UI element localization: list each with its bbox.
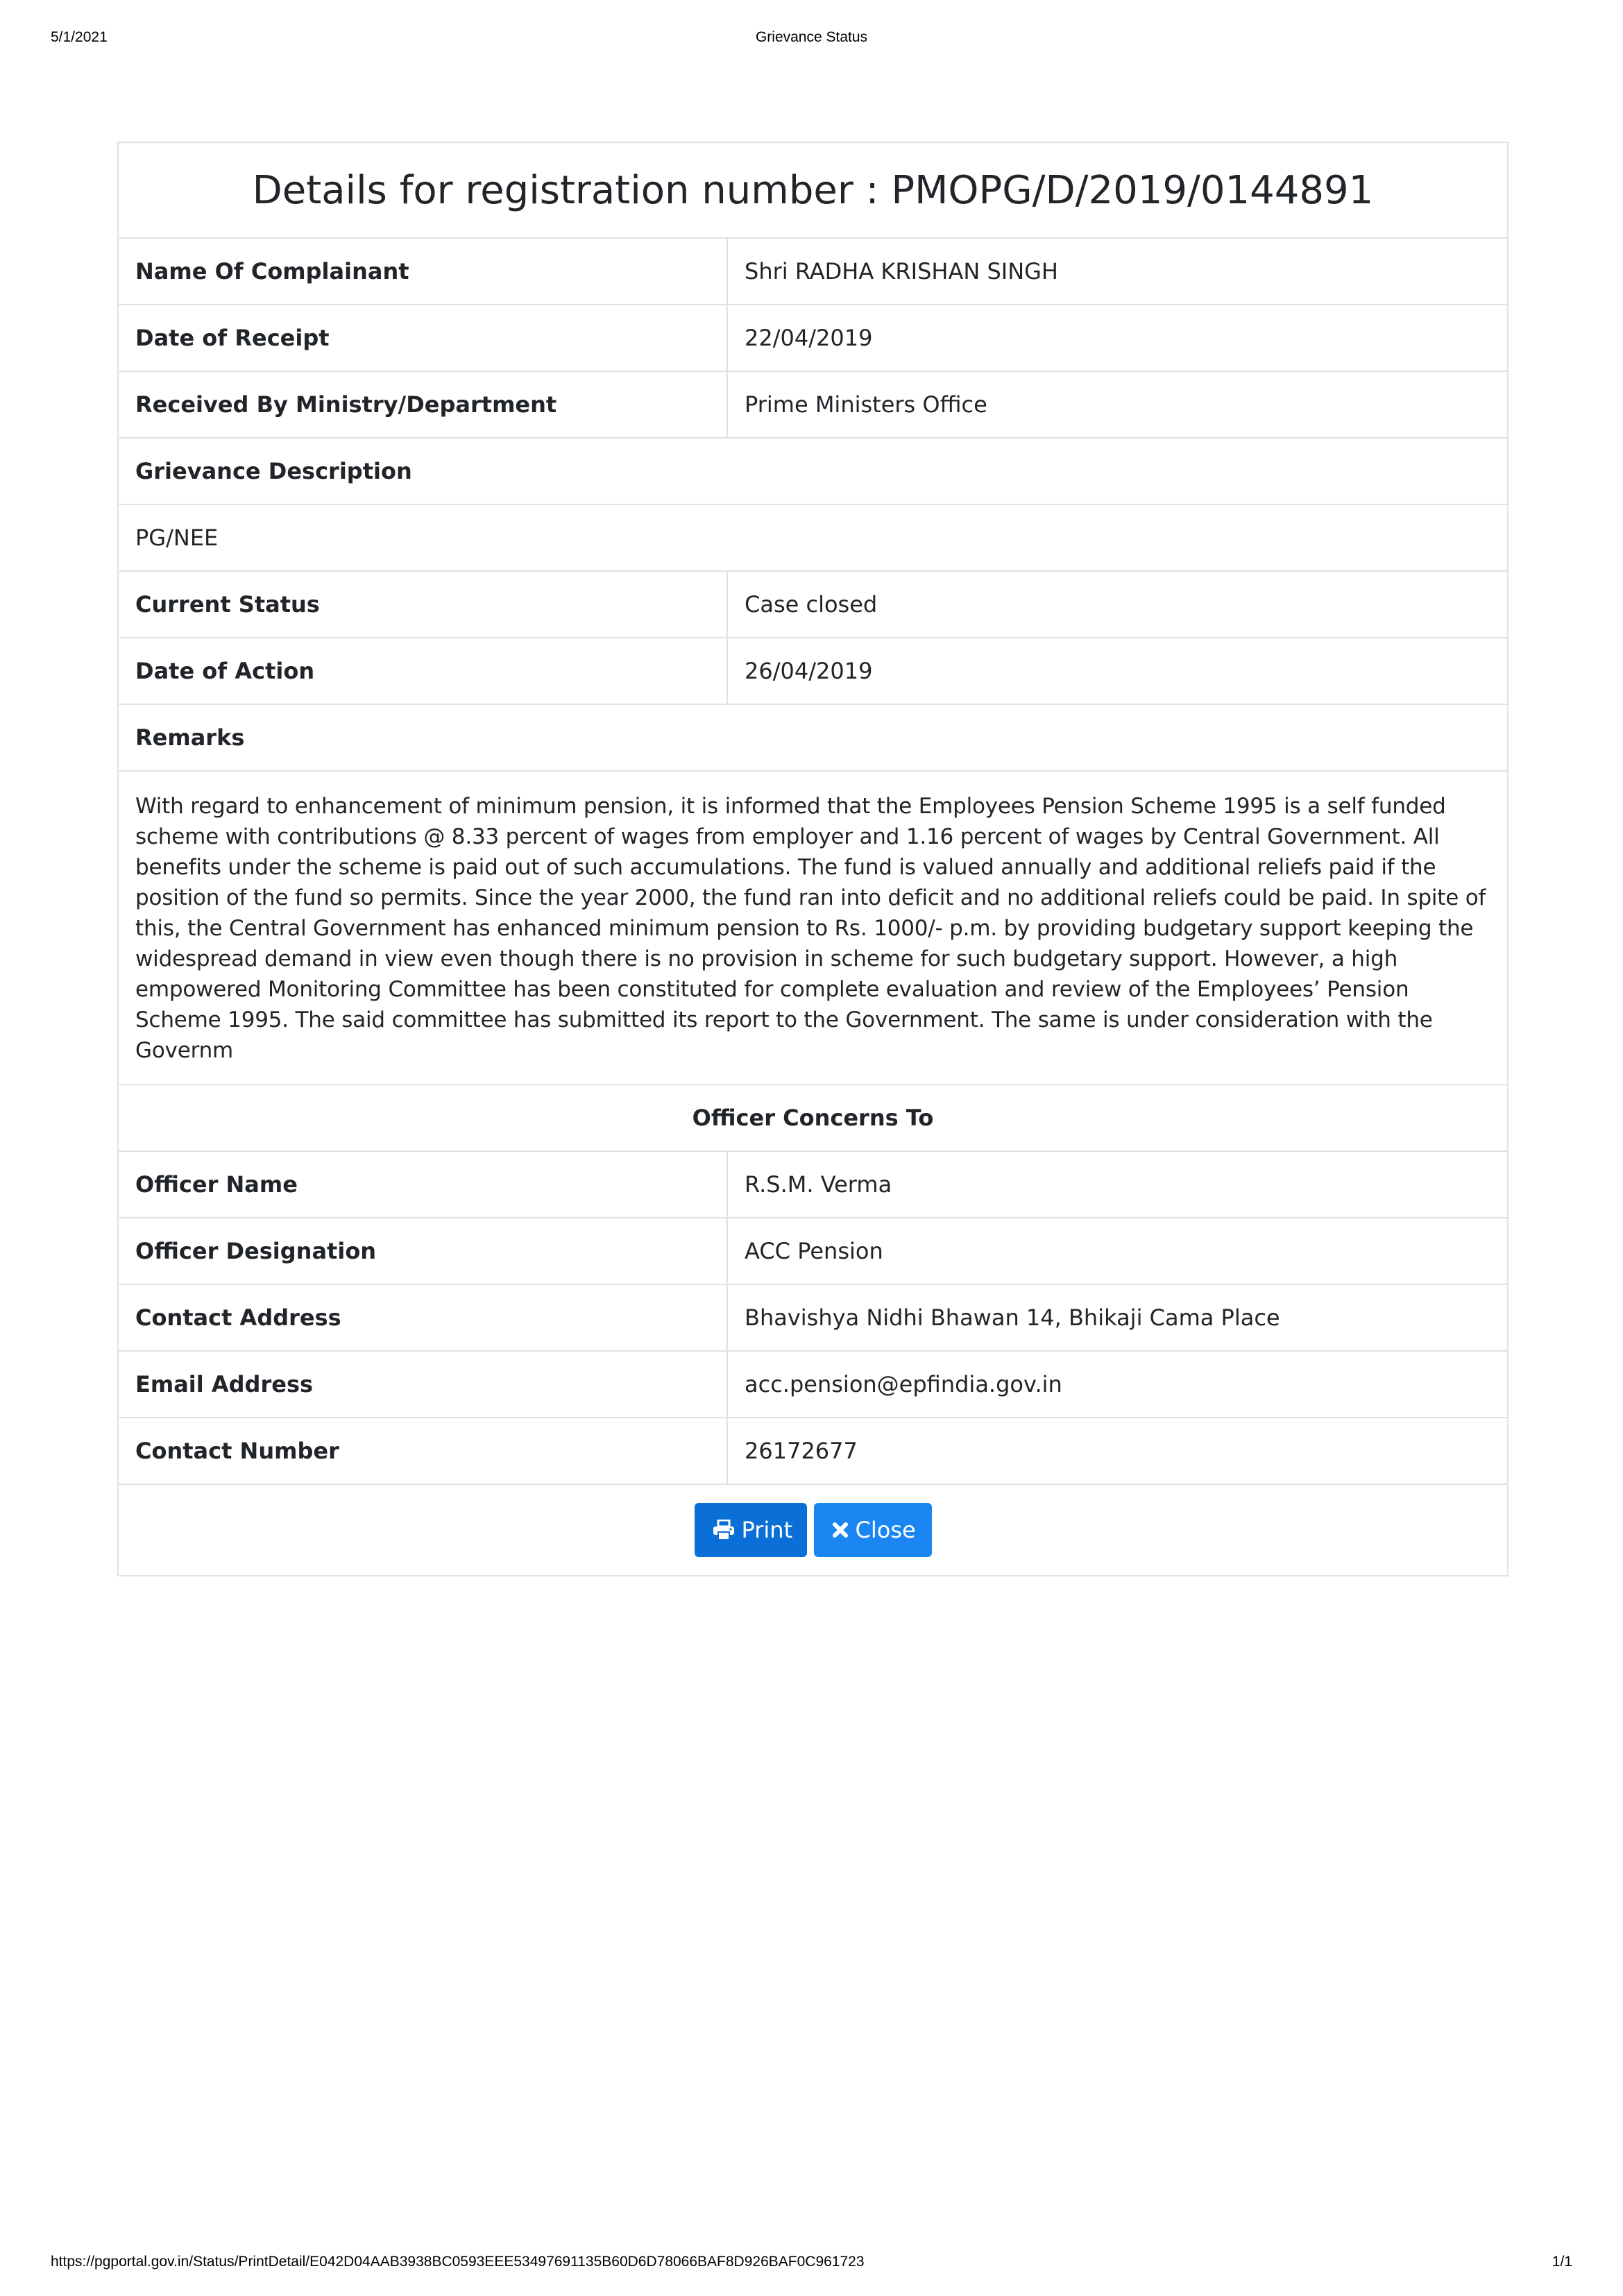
print-url: https://pgportal.gov.in/Status/PrintDetail/E042D04AAB3938BC0593EEE53497691135B60D6D78066BAF8D926BAF0C961723 [51, 2254, 865, 2270]
detail-row-ministry [119, 372, 1507, 439]
officer-value: Bhavishya Nidhi Bhawan 14, Bhikaji Cama Place [745, 1304, 1280, 1331]
detail-row-date-of-action [119, 638, 1507, 705]
detail-value: Prime Ministers Office [745, 391, 987, 418]
officer-value: R.S.M. Verma [745, 1171, 892, 1198]
officer-row-designation [119, 1218, 1507, 1285]
detail-value: 26/04/2019 [745, 658, 873, 684]
print-title: Grievance Status [755, 29, 868, 45]
close-icon [832, 1522, 849, 1538]
status-value: Case closed [745, 591, 878, 618]
action-buttons [119, 1485, 1507, 1575]
officer-heading: Officer Concerns To [692, 1105, 934, 1131]
officer-value: ACC Pension [745, 1238, 883, 1264]
officer-label: Contact Number [119, 1418, 728, 1483]
officer-value: acc.pension@epfindia.gov.in [745, 1371, 1062, 1397]
officer-label: Email Address [119, 1352, 728, 1417]
print-icon [713, 1520, 735, 1540]
detail-label: Received By Ministry/Department [119, 372, 728, 437]
detail-row-date-of-receipt [119, 305, 1507, 372]
detail-value: 22/04/2019 [745, 325, 873, 351]
detail-label: Current Status [119, 572, 728, 637]
grievance-description-row [119, 505, 1507, 572]
officer-row-contact-number [119, 1418, 1507, 1485]
remarks-heading-row [119, 705, 1507, 772]
detail-value: Shri RADHA KRISHAN SINGH [745, 258, 1058, 284]
remarks-heading: Remarks [135, 724, 245, 751]
detail-label: Date of Receipt [119, 305, 728, 371]
print-page-number: 1/1 [1552, 2254, 1572, 2270]
print-header [0, 29, 1623, 50]
officer-row-address [119, 1285, 1507, 1352]
detail-row-complainant [119, 239, 1507, 305]
officer-label: Contact Address [119, 1285, 728, 1350]
officer-row-name [119, 1152, 1507, 1218]
officer-label: Officer Name [119, 1152, 728, 1217]
close-button-label: Close [855, 1517, 916, 1543]
grievance-details-card [117, 142, 1509, 1576]
officer-label: Officer Designation [119, 1218, 728, 1284]
grievance-description-heading: Grievance Description [135, 458, 412, 484]
grievance-description-heading-row [119, 439, 1507, 505]
print-date: 5/1/2021 [51, 29, 108, 45]
print-button[interactable] [695, 1503, 807, 1557]
detail-label: Date of Action [119, 638, 728, 704]
officer-heading-row [119, 1085, 1507, 1152]
remarks-text: With regard to enhancement of minimum pension, it is informed that the Employees Pension Scheme 1995 is a self funded scheme with contributions @ 8.33 percent of wages from employer and 1.16 percent of wages by Central Government. All benefits under the scheme is paid out of such accumulations. The fund is valued annually and additional reliefs paid if the position of the fund so permits. Since the year 2000, the fund ran into deficit and no additional reliefs could be paid. In spite of this, the Central Government has enhanced minimum pension to Rs. 1000/- p.m. by providing budgetary support keeping the widespread demand in view even though there is no provision in scheme for such budgetary support. However, a high empowered Monitoring Committee has been constituted for complete evaluation and review of the Employees’ Pension Scheme 1995. The said committee has submitted its report to the Government. The same is under consideration with the Governm [119, 772, 1507, 1085]
print-footer [0, 2254, 1623, 2274]
print-button-label: Print [741, 1517, 793, 1543]
officer-value: 26172677 [745, 1438, 858, 1464]
close-button[interactable] [814, 1503, 932, 1557]
detail-label: Name Of Complainant [119, 239, 728, 304]
officer-row-email [119, 1352, 1507, 1418]
detail-row-current-status [119, 572, 1507, 638]
grievance-description-text: PG/NEE [135, 525, 219, 551]
page-title: Details for registration number : PMOPG/D/2019/0144891 [119, 143, 1507, 239]
